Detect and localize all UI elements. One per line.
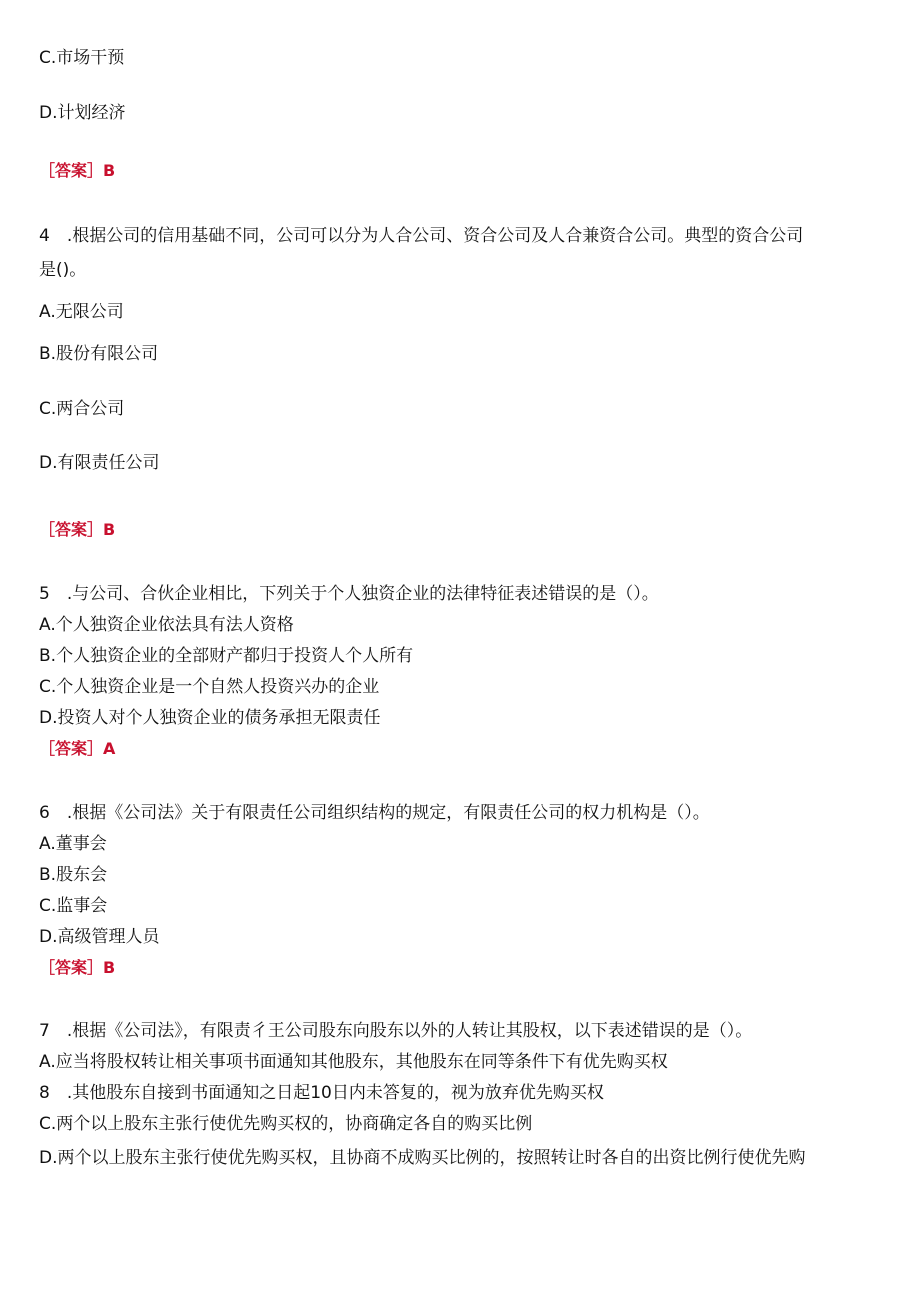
q4-stem-line2: 是()。 <box>39 260 87 280</box>
q4-option-c: C.两合公司 <box>39 399 125 419</box>
q5-option-d: D.投资人对个人独资企业的债务承担无限责任 <box>39 708 381 728</box>
q6-option-b: B.股东会 <box>39 865 108 885</box>
q6-option-c: C.监事会 <box>39 896 108 916</box>
q5-option-a: A.个人独资企业依法具有法人资格 <box>39 615 294 635</box>
q3-answer: ［答案］B <box>39 161 116 180</box>
q3-option-d: D.计划经济 <box>39 103 126 123</box>
q4-answer: ［答案］B <box>39 520 116 539</box>
q6-stem: 6 .根据《公司法》关于有限责任公司组织结构的规定，有限责任公司的权力机构是（）。 <box>39 803 710 823</box>
q5-option-c: C.个人独资企业是一个自然人投资兴办的企业 <box>39 677 380 697</box>
q6-option-a: A.董事会 <box>39 834 107 854</box>
q5-option-b: B.个人独资企业的全部财产都归于投资人个人所有 <box>39 646 414 666</box>
q3-option-c: C.市场干预 <box>39 48 125 68</box>
q6-answer: ［答案］B <box>39 958 116 977</box>
q7-option-a: A.应当将股权转让相关事项书面通知其他股东，其他股东在同等条件下有优先购买权 <box>39 1052 668 1072</box>
q4-stem-line1: 4 .根据公司的信用基础不同，公司可以分为人合公司、资合公司及人合兼资合公司。典型的资合公司 <box>39 226 804 246</box>
q7-option-d: D.两个以上股东主张行使优先购买权，且协商不成购买比例的，按照转让时各自的出资比例行使优先购 <box>39 1148 806 1168</box>
q4-option-b: B.股份有限公司 <box>39 344 159 364</box>
q5-stem: 5 .与公司、合伙企业相比，下列关于个人独资企业的法律特征表述错误的是（）。 <box>39 584 659 604</box>
q5-answer: ［答案］A <box>39 739 116 758</box>
q6-option-d: D.高级管理人员 <box>39 927 160 947</box>
q4-option-d: D.有限责任公司 <box>39 453 160 473</box>
q7-stem: 7 .根据《公司法》，有限责彳王公司股东向股东以外的人转让其股权，以下表述错误的是（）。 <box>39 1021 753 1041</box>
q4-option-a: A.无限公司 <box>39 302 124 322</box>
q7-option-c: C.两个以上股东主张行使优先购买权的，协商确定各自的购买比例 <box>39 1114 533 1134</box>
q7-option-b: 8 .其他股东自接到书面通知之日起10日内未答复的，视为放弃优先购买权 <box>39 1083 604 1103</box>
